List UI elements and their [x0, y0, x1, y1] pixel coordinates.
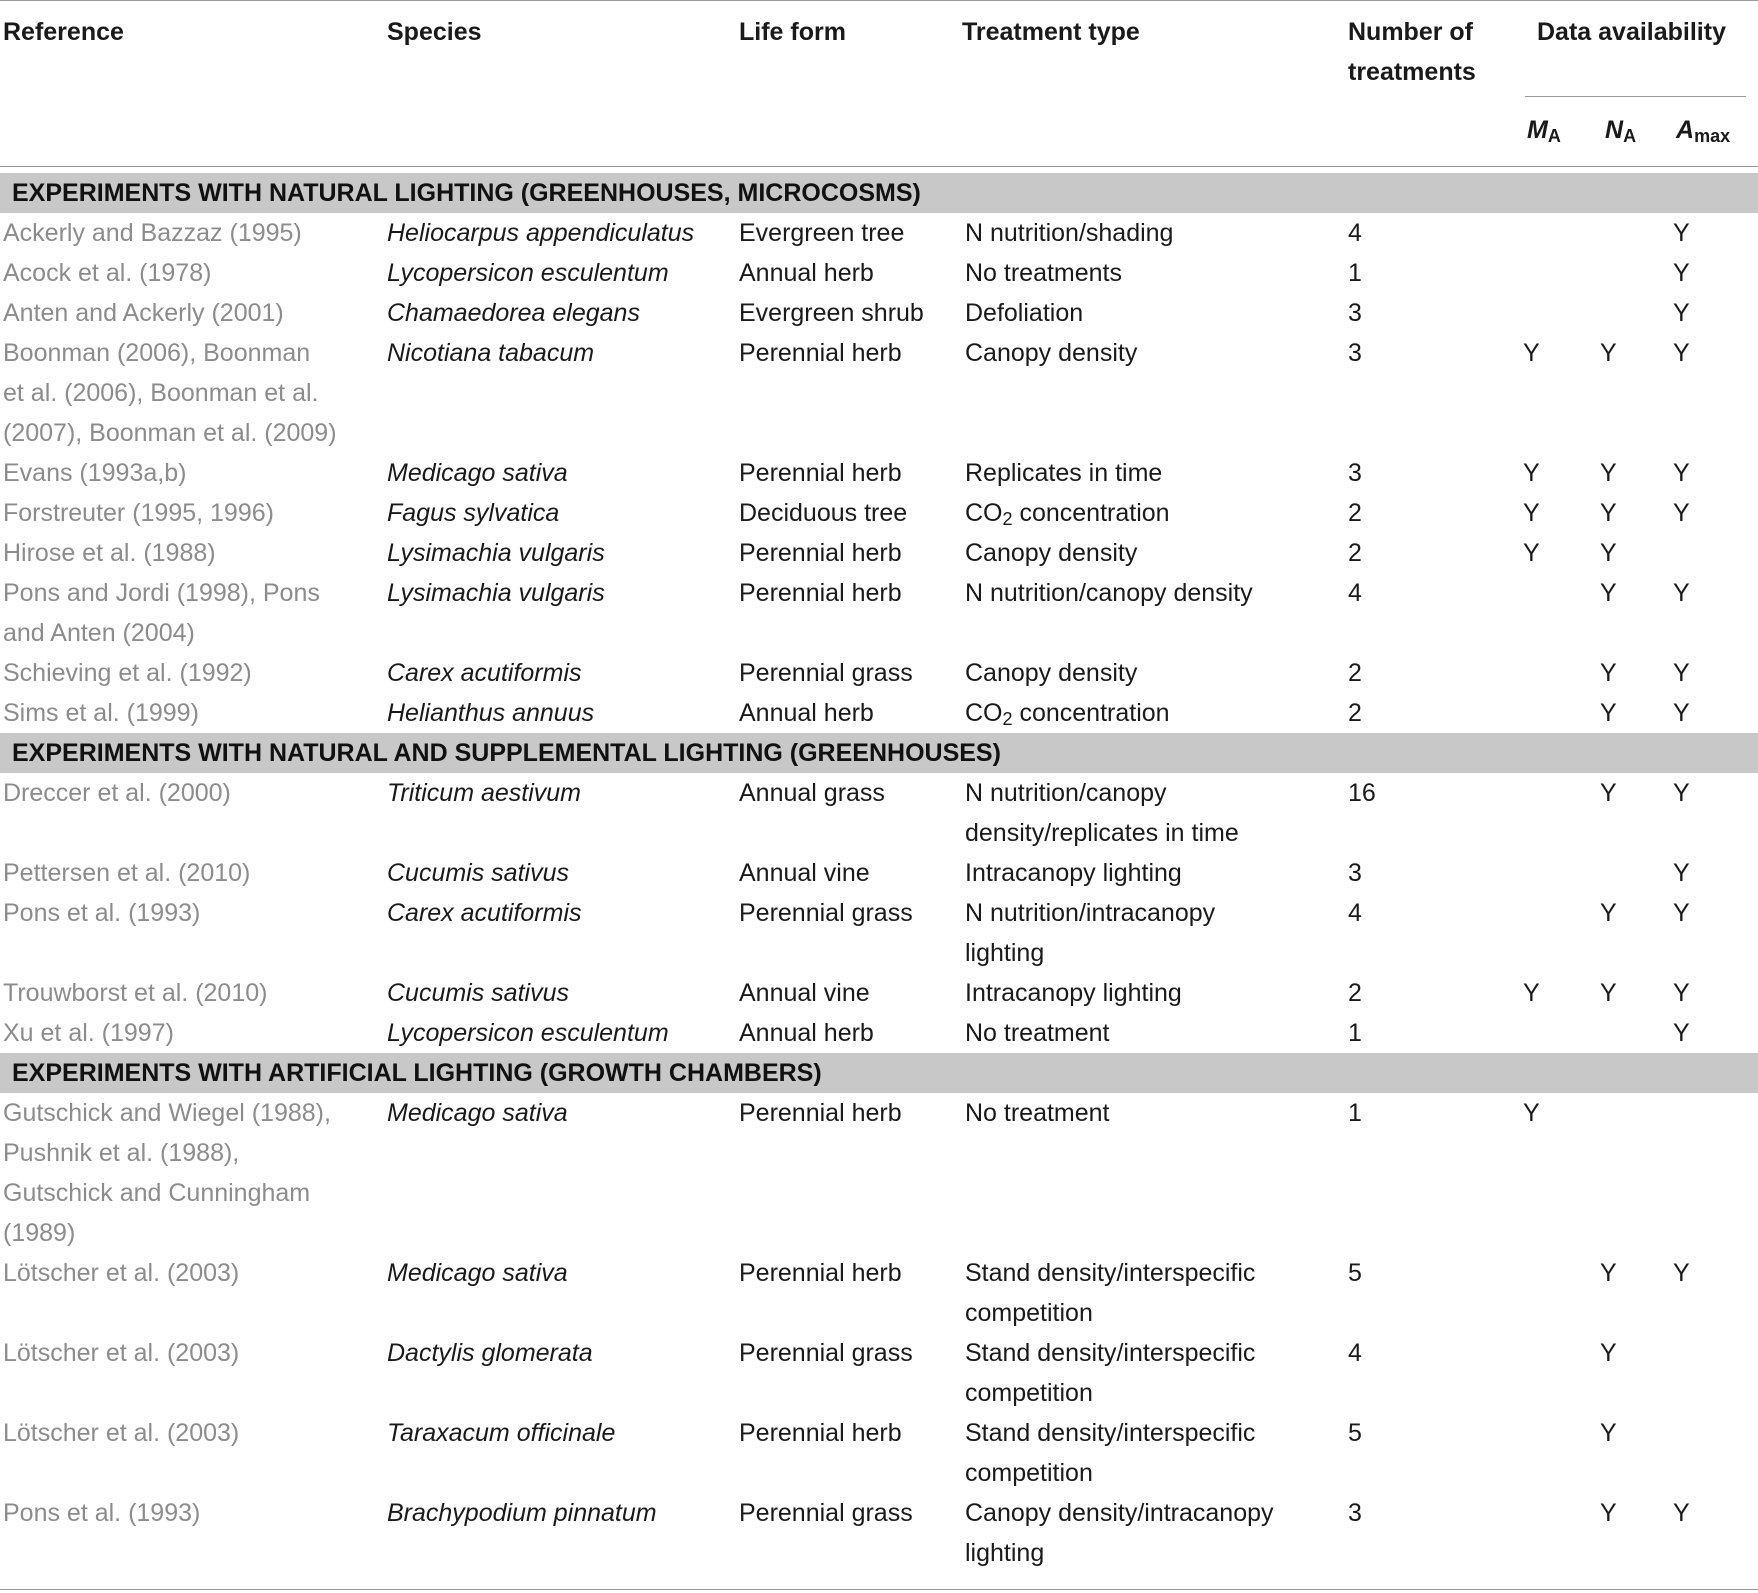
section-header: EXPERIMENTS WITH NATURAL AND SUPPLEMENTAL LIGHTING (GREENHOUSES) [0, 733, 1758, 773]
number-cell: 2 [1348, 979, 1362, 1007]
top-rule [0, 0, 1758, 1]
number-cell: 1 [1348, 259, 1362, 287]
treatment-cell: Replicates in time [965, 459, 1163, 487]
species-cell: Chamaedorea elegans [387, 299, 640, 327]
number-cell: 3 [1348, 1499, 1362, 1527]
amax-cell: Y [1673, 339, 1690, 367]
amax-cell: Y [1673, 299, 1690, 327]
ma-cell: Y [1523, 1099, 1540, 1127]
life-form-cell: Deciduous tree [739, 499, 908, 527]
table-row [0, 973, 1758, 1013]
reference-cell: Lötscher et al. (2003) [3, 1259, 240, 1287]
table-row [0, 1413, 1758, 1493]
species-cell: Triticum aestivum [387, 779, 582, 807]
treatment-cell: Defoliation [965, 299, 1084, 327]
treatment-cell: Canopy density [965, 339, 1138, 367]
ma-cell: Y [1523, 499, 1540, 527]
treatment-cell: Stand density/interspecific competition [965, 1259, 1256, 1327]
treatment-cell: Stand density/interspecific competition [965, 1419, 1256, 1487]
treatment-cell: Intracanopy lighting [965, 979, 1182, 1007]
reference-cell: Forstreuter (1995, 1996) [3, 499, 274, 527]
amax-cell: Y [1673, 219, 1690, 247]
treatment-cell: $CO_2$ concentration [965, 699, 1170, 729]
life-form-cell: Annual grass [739, 779, 885, 807]
life-form-cell: Annual vine [739, 859, 870, 887]
reference-cell: Pettersen et al. (2010) [3, 859, 251, 887]
treatment-cell: N nutrition/shading [965, 219, 1174, 247]
treatment-cell: $CO_2$ concentration [965, 499, 1170, 529]
species-cell: Carex acutiformis [387, 659, 582, 687]
header-rule [0, 166, 1758, 167]
species-cell: Cucumis sativus [387, 859, 569, 887]
header-number-line1: Number of [1348, 18, 1473, 46]
amax-cell: Y [1673, 659, 1690, 687]
number-cell: 3 [1348, 339, 1362, 367]
number-cell: 2 [1348, 659, 1362, 687]
table-row [0, 853, 1758, 893]
number-cell: 3 [1348, 299, 1362, 327]
life-form-cell: Annual herb [739, 1019, 874, 1047]
header-species: Species [387, 18, 482, 46]
na-cell: Y [1600, 539, 1617, 567]
number-cell: 1 [1348, 1019, 1362, 1047]
reference-cell: Acock et al. (1978) [3, 259, 212, 287]
life-form-cell: Evergreen shrub [739, 299, 924, 327]
life-form-cell: Perennial herb [739, 579, 902, 607]
na-cell: Y [1600, 499, 1617, 527]
ma-cell: Y [1523, 459, 1540, 487]
amax-cell: Y [1673, 259, 1690, 287]
number-cell: 1 [1348, 1099, 1362, 1127]
na-cell: Y [1600, 1339, 1617, 1367]
na-cell: Y [1600, 1259, 1617, 1287]
life-form-cell: Perennial herb [739, 539, 902, 567]
species-cell: Dactylis glomerata [387, 1339, 593, 1367]
na-cell: Y [1600, 979, 1617, 1007]
amax-cell: Y [1673, 699, 1690, 727]
table-row [0, 1333, 1758, 1413]
reference-cell: Pons et al. (1993) [3, 1499, 201, 1527]
number-cell: 2 [1348, 499, 1362, 527]
species-cell: Medicago sativa [387, 1099, 568, 1127]
header-ma: $M_A$ [1527, 116, 1561, 146]
species-cell: Carex acutiformis [387, 899, 582, 927]
amax-cell: Y [1673, 459, 1690, 487]
life-form-cell: Perennial herb [739, 1259, 902, 1287]
number-cell: 5 [1348, 1259, 1362, 1287]
species-cell: Lysimachia vulgaris [387, 539, 605, 567]
number-cell: 16 [1348, 779, 1376, 807]
life-form-cell: Perennial grass [739, 1339, 913, 1367]
treatment-cell: Canopy density/intracanopy lighting [965, 1499, 1274, 1567]
number-cell: 2 [1348, 539, 1362, 567]
na-cell: Y [1600, 779, 1617, 807]
species-cell: Medicago sativa [387, 459, 568, 487]
species-cell: Brachypodium pinnatum [387, 1499, 657, 1527]
reference-cell: Ackerly and Bazzaz (1995) [3, 219, 302, 247]
species-cell: Fagus sylvatica [387, 499, 560, 527]
treatment-cell: Stand density/interspecific competition [965, 1339, 1256, 1407]
table-row [0, 573, 1758, 653]
table-row [0, 493, 1758, 533]
treatment-cell: N nutrition/canopy density/replicates in time [965, 779, 1239, 847]
species-cell: Lycopersicon esculentum [387, 1019, 669, 1047]
reference-cell: Lötscher et al. (2003) [3, 1419, 240, 1447]
header-treatment-type: Treatment type [962, 18, 1140, 46]
number-cell: 5 [1348, 1419, 1362, 1447]
reference-cell: Anten and Ackerly (2001) [3, 299, 284, 327]
table-row [0, 253, 1758, 293]
treatment-cell: No treatment [965, 1019, 1110, 1047]
number-cell: 4 [1348, 899, 1362, 927]
life-form-cell: Perennial herb [739, 1099, 902, 1127]
species-cell: Lycopersicon esculentum [387, 259, 669, 287]
na-cell: Y [1600, 459, 1617, 487]
amax-cell: Y [1673, 579, 1690, 607]
amax-cell: Y [1673, 779, 1690, 807]
na-cell: Y [1600, 339, 1617, 367]
section-header: EXPERIMENTS WITH NATURAL LIGHTING (GREENHOUSES, MICROCOSMS) [0, 173, 1758, 213]
treatment-cell: N nutrition/intracanopy lighting [965, 899, 1216, 967]
life-form-cell: Perennial herb [739, 339, 902, 367]
reference-cell: Evans (1993a,b) [3, 459, 187, 487]
amax-cell: Y [1673, 1499, 1690, 1527]
number-cell: 4 [1348, 579, 1362, 607]
reference-cell: Hirose et al. (1988) [3, 539, 216, 567]
life-form-cell: Perennial grass [739, 659, 913, 687]
amax-cell: Y [1673, 859, 1690, 887]
species-cell: Cucumis sativus [387, 979, 569, 1007]
header-number-line2: treatments [1348, 58, 1476, 86]
species-cell: Helianthus annuus [387, 699, 595, 727]
table-row [0, 1013, 1758, 1053]
treatment-cell: Intracanopy lighting [965, 859, 1182, 887]
species-cell: Medicago sativa [387, 1259, 568, 1287]
header-life-form: Life form [739, 18, 846, 46]
life-form-cell: Perennial grass [739, 1499, 913, 1527]
treatment-cell: No treatments [965, 259, 1123, 287]
bottom-rule [0, 1589, 1758, 1590]
reference-cell: Lötscher et al. (2003) [3, 1339, 240, 1367]
table-row [0, 1493, 1758, 1573]
species-cell: Heliocarpus appendiculatus [387, 219, 695, 247]
header-reference: Reference [3, 18, 124, 46]
table-row [0, 773, 1758, 853]
reference-cell: Pons et al. (1993) [3, 899, 201, 927]
na-cell: Y [1600, 1499, 1617, 1527]
ma-cell: Y [1523, 979, 1540, 1007]
na-cell: Y [1600, 899, 1617, 927]
amax-cell: Y [1673, 1259, 1690, 1287]
life-form-cell: Annual herb [739, 699, 874, 727]
life-form-cell: Evergreen tree [739, 219, 905, 247]
header-amax: $A_{max}$ [1676, 116, 1731, 146]
table-row [0, 213, 1758, 253]
reference-cell: Trouwborst et al. (2010) [3, 979, 268, 1007]
reference-cell: Boonman (2006), Boonman et al. (2006), Boonman et al. (2007), Boonman et al. (2009) [3, 339, 337, 447]
reference-cell: Gutschick and Wiegel (1988), Pushnik et al. (1988), Gutschick and Cunningham (1989) [3, 1099, 331, 1247]
life-form-cell: Perennial grass [739, 899, 913, 927]
data-availability-rule [1525, 96, 1746, 97]
number-cell: 4 [1348, 1339, 1362, 1367]
table-row [0, 293, 1758, 333]
amax-cell: Y [1673, 979, 1690, 1007]
table-row [0, 533, 1758, 573]
na-cell: Y [1600, 579, 1617, 607]
ma-cell: Y [1523, 339, 1540, 367]
na-cell: Y [1600, 699, 1617, 727]
number-cell: 2 [1348, 699, 1362, 727]
reference-cell: Sims et al. (1999) [3, 699, 199, 727]
reference-cell: Dreccer et al. (2000) [3, 779, 231, 807]
table-row [0, 653, 1758, 693]
treatment-cell: Canopy density [965, 659, 1138, 687]
treatment-cell: Canopy density [965, 539, 1138, 567]
na-cell: Y [1600, 659, 1617, 687]
amax-cell: Y [1673, 899, 1690, 927]
table-row [0, 693, 1758, 733]
reference-cell: Schieving et al. (1992) [3, 659, 252, 687]
amax-cell: Y [1673, 499, 1690, 527]
life-form-cell: Annual herb [739, 259, 874, 287]
species-cell: Nicotiana tabacum [387, 339, 595, 367]
header-na: $N_A$ [1605, 116, 1637, 146]
life-form-cell: Annual vine [739, 979, 870, 1007]
na-cell: Y [1600, 1419, 1617, 1447]
species-cell: Taraxacum officinale [387, 1419, 616, 1447]
ma-cell: Y [1523, 539, 1540, 567]
treatment-cell: No treatment [965, 1099, 1110, 1127]
reference-cell: Xu et al. (1997) [3, 1019, 174, 1047]
treatment-cell: N nutrition/canopy density [965, 579, 1253, 607]
species-cell: Lysimachia vulgaris [387, 579, 605, 607]
section-header: EXPERIMENTS WITH ARTIFICIAL LIGHTING (GROWTH CHAMBERS) [0, 1053, 1758, 1093]
table-row [0, 333, 1758, 453]
life-form-cell: Perennial herb [739, 459, 902, 487]
number-cell: 3 [1348, 859, 1362, 887]
header-data-availability: Data availability [1537, 18, 1726, 46]
amax-cell: Y [1673, 1019, 1690, 1047]
reference-cell: Pons and Jordi (1998), Pons and Anten (2004) [3, 579, 320, 647]
number-cell: 4 [1348, 219, 1362, 247]
table-row [0, 893, 1758, 973]
table-row [0, 1253, 1758, 1333]
table-row [0, 1093, 1758, 1253]
table-row [0, 453, 1758, 493]
number-cell: 3 [1348, 459, 1362, 487]
life-form-cell: Perennial herb [739, 1419, 902, 1447]
